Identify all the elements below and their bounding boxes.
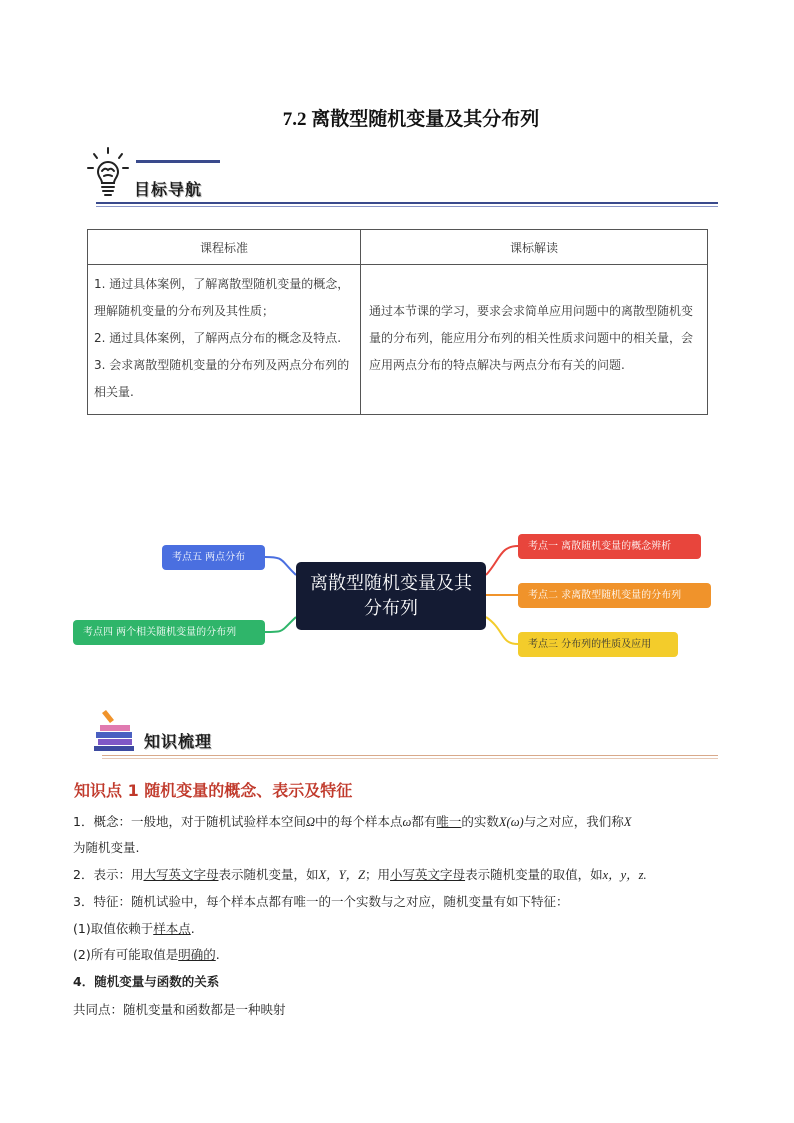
paragraph-feature-2 xyxy=(73,942,723,968)
standard-item-3: 3. 会求离散型随机变量的分布列及两点分布列的相关量. xyxy=(94,358,350,399)
mindmap-center: 离散型随机变量及其分布列 xyxy=(296,562,486,630)
books-icon xyxy=(92,706,138,752)
knowledge-point-heading: 知识点 1 随机变量的概念、表示及特征 xyxy=(74,781,353,800)
table-header-interpretation: 课标解读 xyxy=(361,230,708,265)
paragraph-representation xyxy=(73,862,723,888)
paragraph-common-point: 共同点：随机变量和函数都是一种映射 xyxy=(73,1002,286,1017)
connector-3 xyxy=(486,617,518,644)
banner-divider-thin xyxy=(102,758,718,759)
text: 与之对应，我们称 xyxy=(523,814,624,829)
connector-5 xyxy=(265,557,296,575)
mindmap-node-2: 考点二 求离散型随机变量的分布列 xyxy=(518,583,711,608)
text: 的实数 xyxy=(461,814,499,829)
connector-4 xyxy=(265,617,296,632)
text: 都有 xyxy=(411,814,437,829)
math-w: ω xyxy=(402,815,412,829)
math-xyz-lower: x，y，z. xyxy=(602,868,647,882)
math-xyz: X，Y，Z xyxy=(318,868,366,882)
connector-1 xyxy=(486,546,518,575)
interpretation-cell: 通过本节课的学习，要求会求简单应用问题中的离散型随机变量的分布列，能应用分布列的相关性质求问题中的相关量，会应用两点分布的特点解决与两点分布有关的问题. xyxy=(361,265,708,415)
underlined-term: 唯一 xyxy=(436,814,462,829)
text: . xyxy=(190,921,195,936)
paragraph-features: 3．特征：随机试验中，每个样本点都有唯一的一个实数与之对应，随机变量有如下特征： xyxy=(73,894,569,909)
math-x: X xyxy=(623,815,632,829)
banner-label-goals: 目标导航 xyxy=(134,180,203,199)
math-xw: X(ω) xyxy=(498,815,524,829)
text: 2．表示：用 xyxy=(73,867,144,882)
paragraph-concept xyxy=(73,809,723,861)
paragraph-feature-1 xyxy=(73,916,723,942)
math-omega: Ω xyxy=(305,815,316,829)
banner-label-knowledge: 知识梳理 xyxy=(144,732,213,751)
page-title: 7.2 离散型随机变量及其分布列 xyxy=(282,109,540,130)
text: (2)所有可能取值是 xyxy=(73,947,179,962)
underlined-term: 样本点 xyxy=(153,921,191,936)
text: 表示随机变量，如 xyxy=(218,867,319,882)
text: 中的每个样本点 xyxy=(315,814,403,829)
mindmap-node-1: 考点一 离散随机变量的概念辨析 xyxy=(518,534,701,559)
text: 1．概念：一般地，对于随机试验样本空间 xyxy=(73,814,306,829)
mindmap-node-4: 考点四 两个相关随机变量的分布列 xyxy=(73,620,265,645)
mindmap-node-3: 考点三 分布列的性质及应用 xyxy=(518,632,678,657)
section-banner-knowledge xyxy=(92,698,718,760)
mindmap-node-5: 考点五 两点分布 xyxy=(162,545,265,570)
text: 表示随机变量的取值，如 xyxy=(465,867,603,882)
underlined-term: 大写英文字母 xyxy=(143,867,219,882)
text: . xyxy=(215,947,220,962)
text: (1)取值依赖于 xyxy=(73,921,154,936)
table-header-standards: 课程标准 xyxy=(88,230,361,265)
standard-item-1: 1. 通过具体案例，了解离散型随机变量的概念，理解随机变量的分布列及其性质； xyxy=(94,277,350,318)
text: ；用 xyxy=(365,867,391,882)
underlined-term: 明确的 xyxy=(178,947,216,962)
underlined-term: 小写英文字母 xyxy=(390,867,466,882)
paragraph-relation-heading: 4．随机变量与函数的关系 xyxy=(73,974,220,989)
standard-item-2: 2. 通过具体案例，了解两点分布的概念及特点. xyxy=(94,331,342,345)
text: 为随机变量. xyxy=(73,840,140,855)
banner-divider xyxy=(102,755,718,756)
